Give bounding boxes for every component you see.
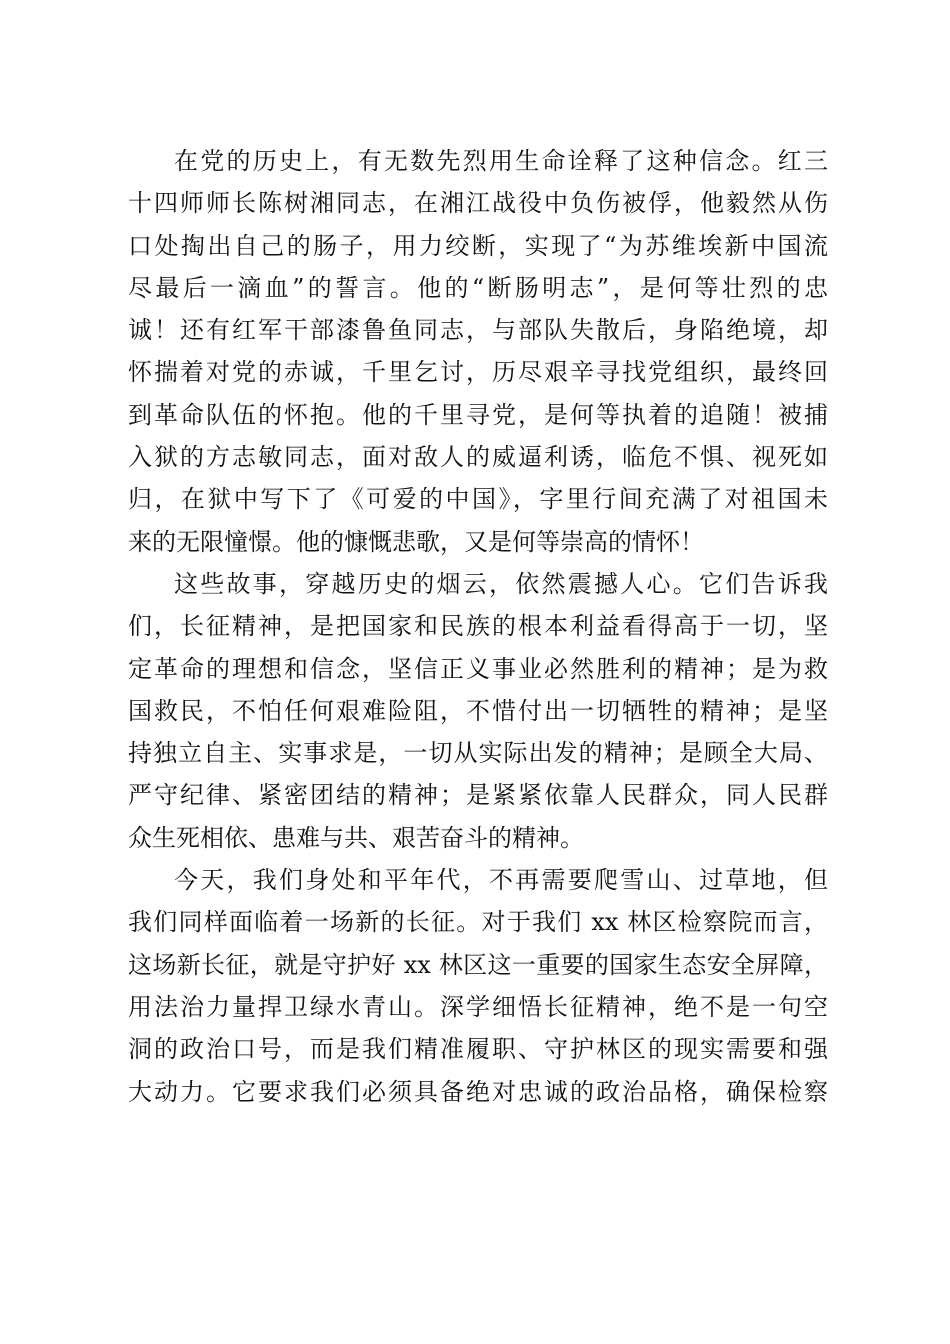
text-line: 国救民，不怕任何艰难险阻，不惜付出一切牺牲的精神；是坚	[128, 696, 828, 725]
text-line: 这场新长征，就是守护好 xx 林区这一重要的国家生态安全屏障，	[128, 950, 828, 979]
text-line: 诚！还有红军干部漆鲁鱼同志，与部队失散后，身陷绝境，却	[128, 316, 828, 345]
text-line: 们，长征精神，是把国家和民族的根本利益看得高于一切，坚	[128, 612, 828, 641]
text-line: 我们同样面临着一场新的长征。对于我们 xx 林区检察院而言，	[128, 908, 828, 937]
text-line: 今天，我们身处和平年代，不再需要爬雪山、过草地，但	[174, 866, 828, 895]
text-line: 尽最后一滴血”的誓言。他的“断肠明志”，是何等壮烈的忠	[128, 273, 828, 302]
text-line: 到革命队伍的怀抱。他的千里寻党，是何等执着的追随！被捕	[128, 400, 828, 429]
text-line: 在党的历史上，有无数先烈用生命诠释了这种信念。红三	[174, 147, 828, 175]
document-body	[128, 140, 828, 1113]
paragraph-new-long-march	[128, 859, 828, 1113]
text-line: 严守纪律、紧密团结的精神；是紧紧依靠人民群众，同人民群	[128, 781, 828, 810]
text-line: 持独立自主、实事求是，一切从实际出发的精神；是顾全大局、	[128, 739, 828, 768]
paragraph-long-march-spirit	[128, 563, 828, 859]
text-line: 入狱的方志敏同志，面对敌人的威逼利诱，临危不惧、视死如	[128, 443, 828, 472]
text-line: 来的无限憧憬。他的慷慨悲歌，又是何等崇高的情怀！	[128, 527, 704, 556]
text-line: 这些故事，穿越历史的烟云，依然震撼人心。它们告诉我	[174, 569, 828, 598]
text-line: 众生死相依、患难与共、艰苦奋斗的精神。	[128, 823, 584, 852]
paragraph-martyrs	[128, 140, 828, 563]
text-line: 口处掏出自己的肠子，用力绞断，实现了“为苏维埃新中国流	[128, 231, 828, 260]
text-line: 十四师师长陈树湘同志，在湘江战役中负伤被俘，他毅然从伤	[128, 189, 828, 218]
text-line: 定革命的理想和信念，坚信正义事业必然胜利的精神；是为救	[128, 654, 828, 683]
text-line: 洞的政治口号，而是我们精准履职、守护林区的现实需要和强	[128, 1035, 828, 1064]
text-line: 归，在狱中写下了《可爱的中国》，字里行间充满了对祖国未	[128, 485, 828, 514]
text-line: 怀揣着对党的赤诚，千里乞讨，历尽艰辛寻找党组织，最终回	[128, 358, 828, 387]
text-line: 用法治力量捍卫绿水青山。深学细悟长征精神，绝不是一句空	[128, 992, 828, 1021]
text-line: 大动力。它要求我们必须具备绝对忠诚的政治品格，确保检察	[128, 1077, 828, 1106]
